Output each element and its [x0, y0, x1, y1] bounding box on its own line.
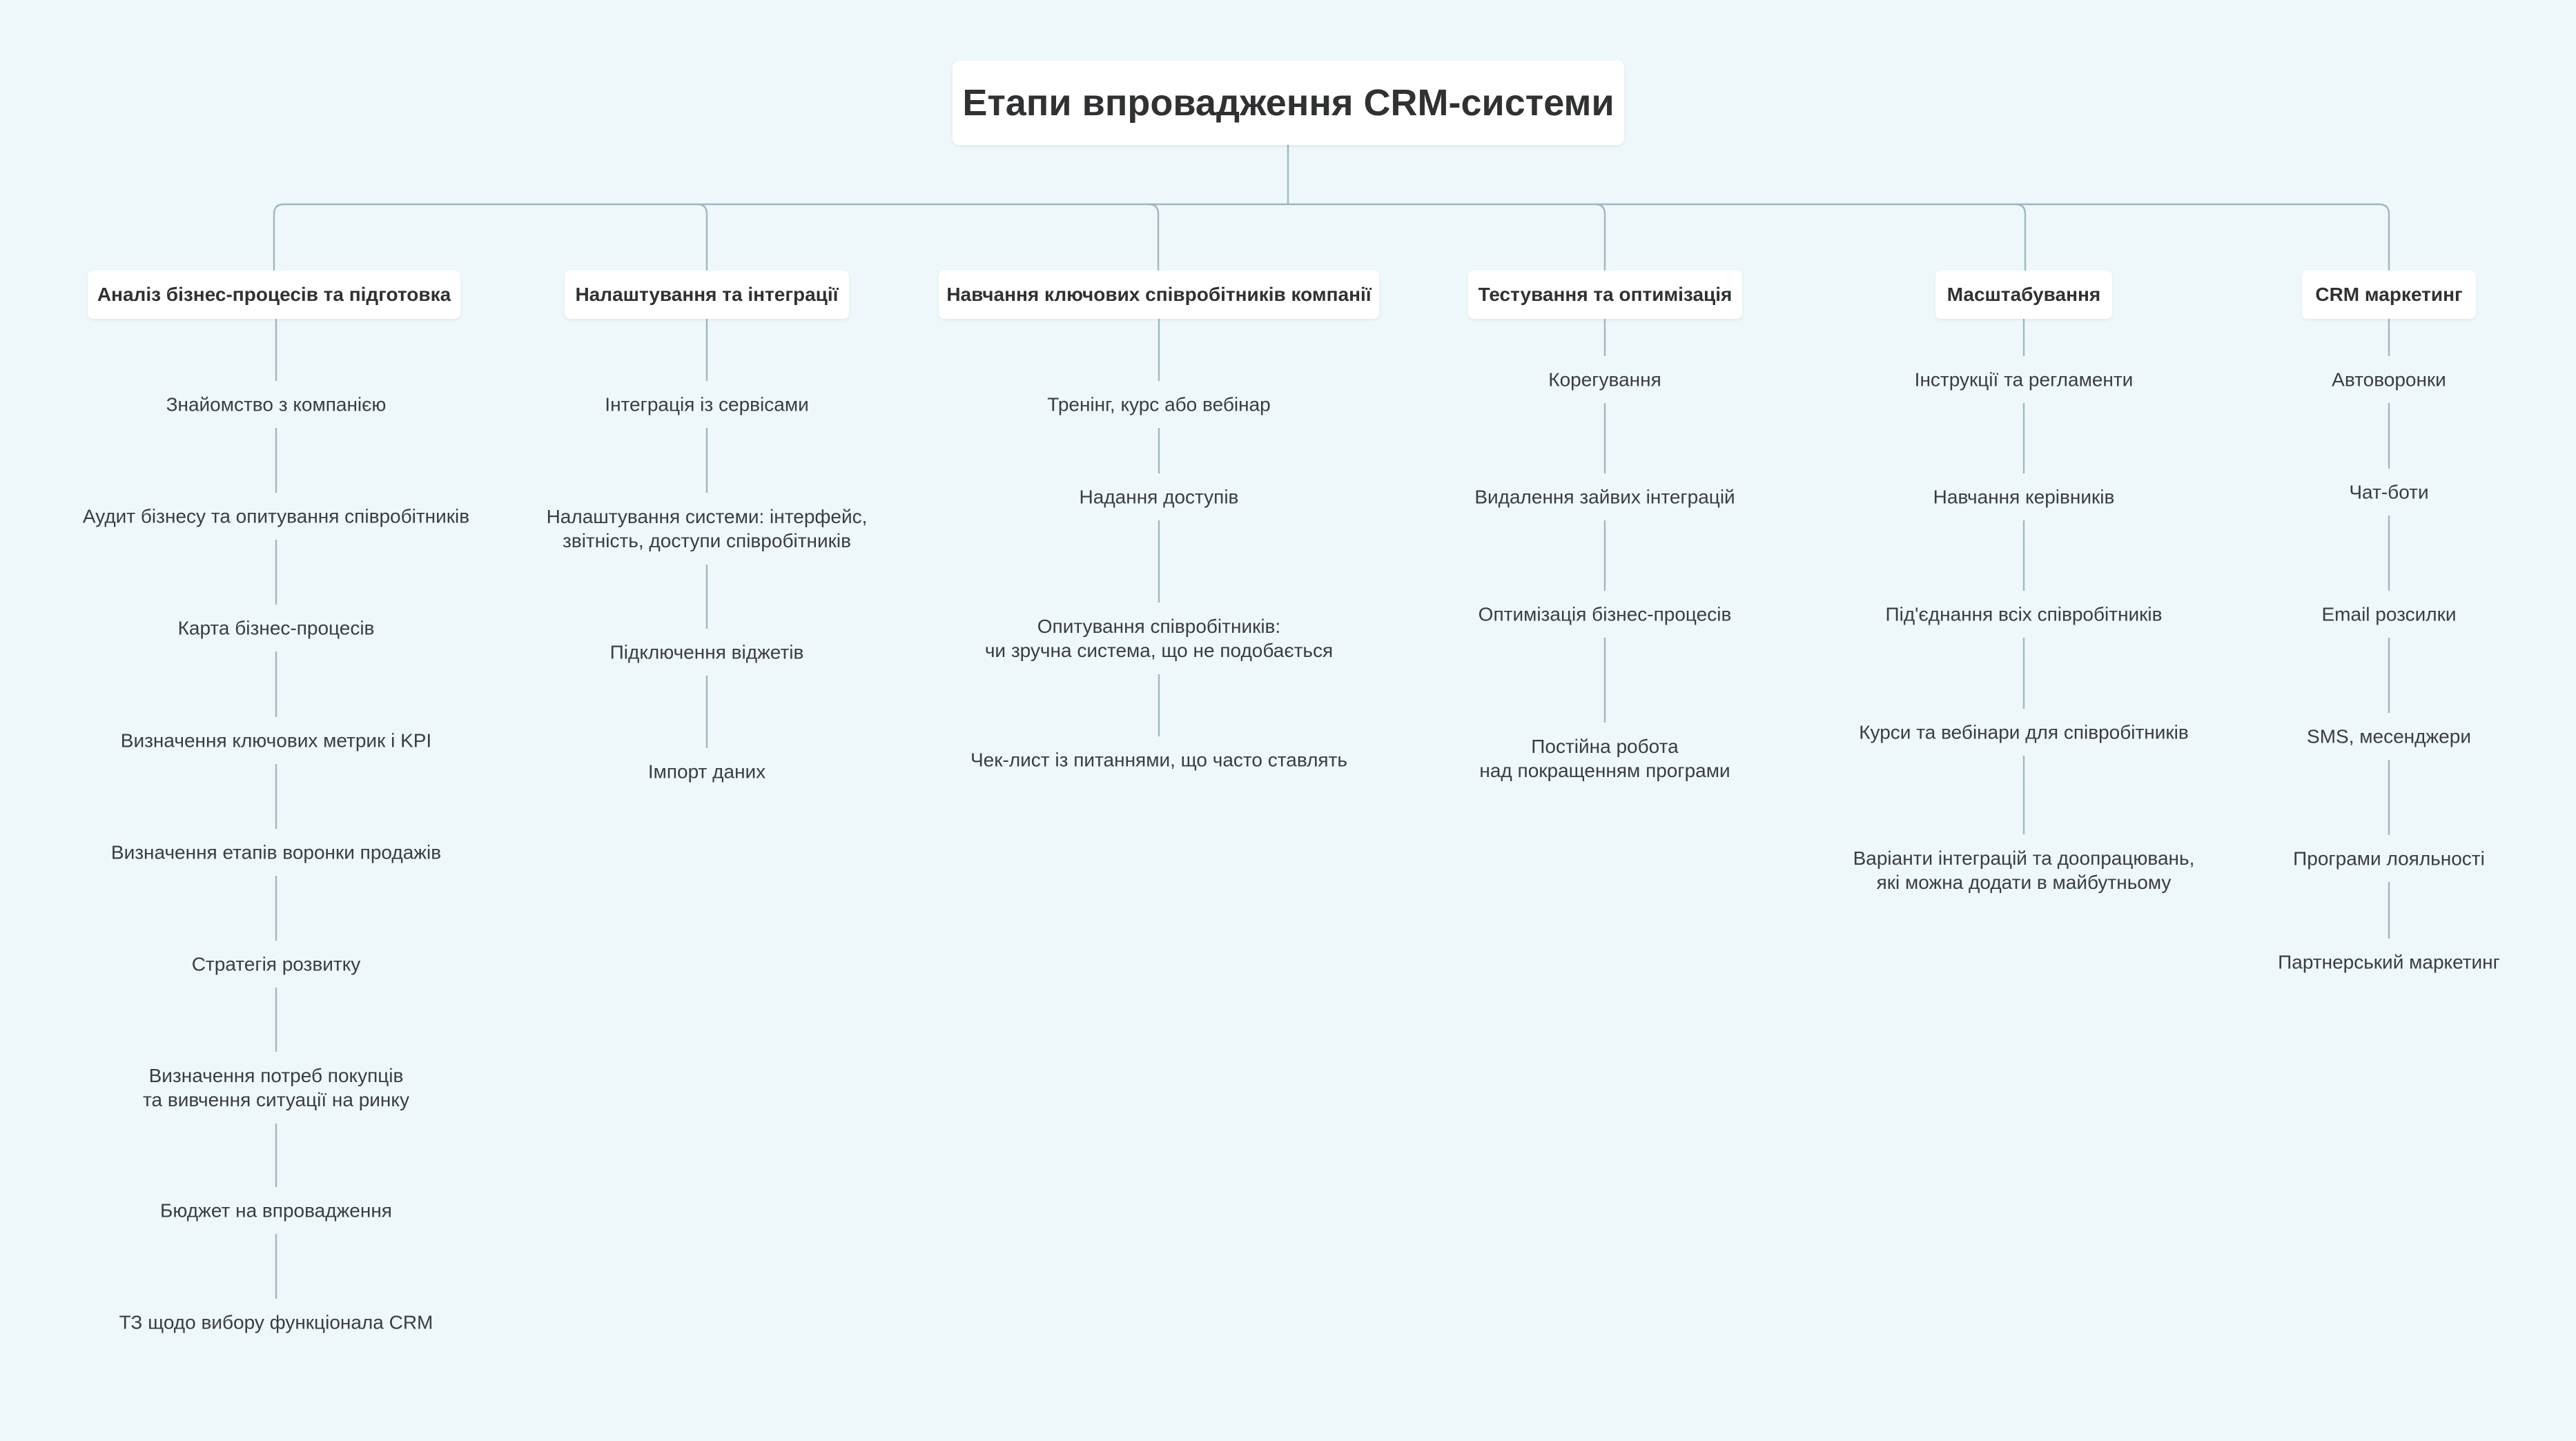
subtopic[interactable]: Визначення етапів воронки продажів: [110, 841, 442, 863]
subtopic[interactable]: Визначення потреб покупців та вивчення ситуації на ринку: [143, 1065, 409, 1110]
subtopic[interactable]: Бюджет на впровадження: [160, 1199, 392, 1222]
branch-testing[interactable]: Тестування та оптимізація: [1468, 271, 1742, 319]
branch-setup-integrations[interactable]: Налаштування та інтеграції: [565, 271, 849, 319]
branch-connector: [1149, 204, 1158, 271]
subtopic[interactable]: Карта бізнес-процесів: [177, 617, 375, 639]
subtopic[interactable]: Чат-боти: [2349, 481, 2429, 503]
subtopic[interactable]: Аудит бізнесу та опитування співробітників: [82, 505, 470, 527]
branch-connector: [2016, 204, 2025, 271]
subtopic[interactable]: Інтеграція із сервісами: [605, 393, 809, 415]
subtopic[interactable]: Навчання керівників: [1933, 486, 2115, 508]
subtopic[interactable]: Корегування: [1548, 369, 1661, 391]
branch-connector: [1595, 204, 1605, 271]
subtopic[interactable]: Програми лояльності: [2293, 847, 2485, 870]
branch-connector: [697, 204, 707, 271]
branch-training[interactable]: Навчання ключових співробітників компанії: [939, 271, 1379, 319]
subtopic[interactable]: Визначення ключових метрик і KPI: [120, 729, 432, 752]
subtopic[interactable]: Підключення віджетів: [609, 641, 804, 663]
subtopic[interactable]: Тренінг, курс або вебінар: [1047, 393, 1271, 415]
subtopic[interactable]: Курси та вебінари для співробітників: [1859, 721, 2189, 743]
subtopic[interactable]: Налаштування системи: інтерфейс, звітність, доступи співробітників: [546, 506, 868, 551]
subtopic[interactable]: SMS, месенджери: [2307, 725, 2471, 747]
subtopic[interactable]: Постійна робота над покращенням програми: [1479, 736, 1730, 781]
subtopic[interactable]: Партнерський маркетинг: [2278, 951, 2500, 973]
subtopic[interactable]: Знайомство з компанією: [166, 393, 387, 415]
subtopic[interactable]: Надання доступів: [1079, 486, 1239, 508]
subtopic[interactable]: ТЗ щодо вибору функціонала CRM: [119, 1311, 433, 1333]
branch-scaling[interactable]: Масштабування: [1935, 271, 2112, 319]
subtopic[interactable]: Опитування співробітників: чи зручна система, що не подобається: [984, 616, 1334, 661]
subtopic[interactable]: Імпорт даних: [647, 761, 766, 783]
subtopic[interactable]: Чек-лист із питаннями, що часто ставлять: [970, 749, 1347, 771]
branch-analysis[interactable]: Аналіз бізнес-процесів та підготовка: [88, 271, 460, 319]
subtopic[interactable]: Стратегія розвитку: [191, 953, 361, 975]
subtopic[interactable]: Під'єднання всіх співробітників: [1885, 603, 2163, 625]
subtopic[interactable]: Інструкції та регламенти: [1914, 369, 2134, 391]
subtopic[interactable]: Варіанти інтеграцій та доопрацювань, які можна додати в майбутньому: [1853, 847, 2195, 893]
branch-crm-marketing[interactable]: CRM маркетинг: [2302, 271, 2476, 319]
subtopic[interactable]: Оптимізація бізнес-процесів: [1478, 603, 1732, 625]
root-topic[interactable]: Етапи впровадження CRM-системи: [953, 61, 1624, 145]
subtopic[interactable]: Видалення зайвих інтеграцій: [1474, 486, 1735, 508]
branch-bus: [274, 204, 2389, 214]
subtopic[interactable]: Автоворонки: [2332, 369, 2446, 391]
subtopic[interactable]: Email розсилки: [2321, 603, 2457, 625]
